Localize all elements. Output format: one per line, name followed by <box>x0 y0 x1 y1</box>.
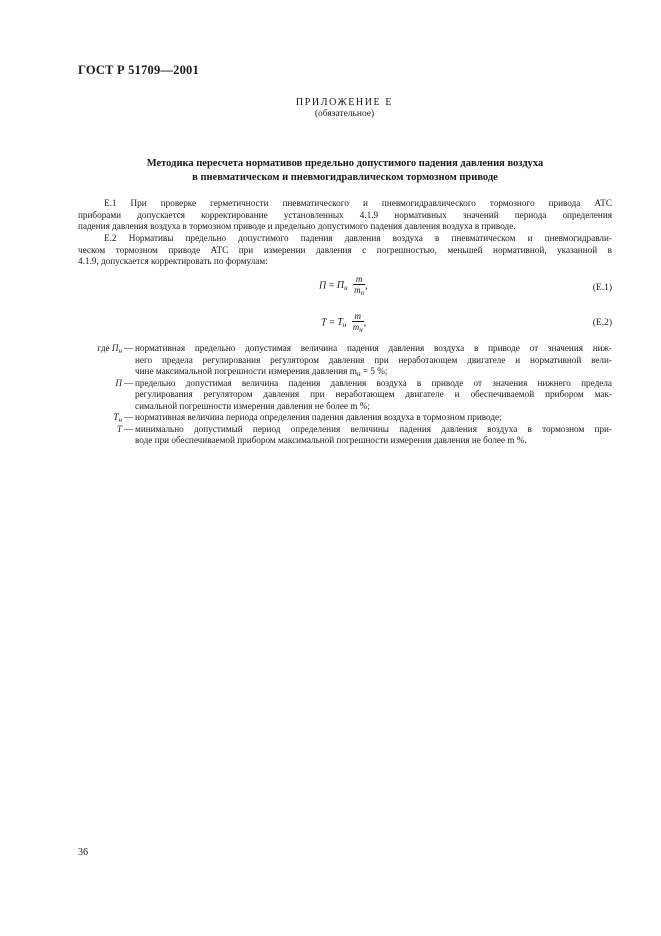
formula-e1: $П = П_н$ $\frac{m}{m_п}$ , <box>319 274 368 297</box>
paragraph-line: приборами допускается корректирование установленных 4.1.9 нормативных значений периода определения <box>78 209 612 220</box>
formula-e2: $Т = Т_н$ $\frac{m}{m_н}$ , <box>321 311 367 334</box>
definition-line: минимально допустимый период определения величины падения давления воздуха в тормозном при- <box>135 423 612 434</box>
formula-fraction <box>353 274 365 298</box>
paragraph-line: Е.2 Нормативы предельно допустимого падения давления воздуха в пневматическом и пневмогидравли- <box>104 233 612 243</box>
definition-symbol: $Т_н$ <box>113 412 122 424</box>
definition-line: нормативная предельно допустимая величина падения давления воздуха в приводе от значения ниж- <box>135 343 612 353</box>
section-title <box>78 157 612 185</box>
formula-rhs: $Т_н$ <box>337 317 347 330</box>
formula-fraction <box>352 311 364 335</box>
definition-line: регулирования регулятором давления при неработающем двигателе и обеспечиваемой прибором мак- <box>135 389 612 399</box>
definition-symbol: П <box>115 377 122 388</box>
definition-symbol: Т <box>116 423 122 434</box>
paragraph-e2 <box>78 233 612 268</box>
definition-symbol: где $П_н$ <box>97 343 122 355</box>
paragraph-line: Е.1 При проверке герметичности пневматического и пневмогидравлического тормозного привода АТС <box>104 198 612 208</box>
definition-item: П — предельно допустимая величина падения давления воздуха в приводе от значения нижнего предела регулирования регулятором давления при неработающем двигателе и обеспечиваемой прибором мак- симальной погрешности измерения давления не более m %; <box>78 378 612 413</box>
definition-line: чине максимальной погрешности измерения давления $m_н = 5$ %; <box>135 366 388 378</box>
definition-line: воде при обеспечиваемой прибором максимальной погрешности измерения давления не более m %. <box>135 435 527 445</box>
definitions-list <box>78 343 612 447</box>
definition-line: него предела регулирования регулятором давления при неработающем двигателе и нормативной вели- <box>135 354 612 365</box>
fraction-denominator: $m_п$ <box>354 285 365 297</box>
definition-item: Т — минимально допустимый период определения величины падения давления воздуха в тормозном при- воде при обеспечиваемой прибором максимальной погрешности измерения давления не более m %. <box>78 424 612 447</box>
paragraph-line: падения давления воздуха в тормозном приводе и предельно допустимого падения давления воздуха в приводе. <box>78 221 516 231</box>
section-title-line-1: Методика пересчета нормативов предельно допустимого падения давления воздуха <box>146 158 544 169</box>
definition-line: предельно допустимая величина падения давления воздуха в приводе от значения нижнего предела <box>135 377 612 388</box>
formula-lhs: П <box>319 280 327 292</box>
definition-line: симальной погрешности измерения давления не более m %; <box>135 400 370 411</box>
paragraph-line: 4.1.9, допускается корректировать по формулам: <box>78 256 268 266</box>
annex-note: (обязательное) <box>314 109 375 119</box>
formula-equals: = <box>329 317 335 329</box>
definition-item: где $П_н$ — нормативная предельно допустимая величина падения давления воздуха в приводе от значения ниж- него предела регулирования регулятором давления при неработающем двигателе и нормативной вели- чине максимальной погрешности измерения давления $m_н = 5$ %; <box>78 343 612 378</box>
formula-lhs: Т <box>321 317 327 329</box>
page-number: 36 <box>78 847 88 858</box>
fraction-numerator: m <box>352 311 364 322</box>
equation-number-e1: (Е.1) <box>592 283 612 293</box>
formula-rhs: $П_н$ <box>336 280 348 293</box>
annex-title: ПРИЛОЖЕНИЕ Е <box>295 97 394 108</box>
fraction-denominator: $m_н$ <box>352 322 363 334</box>
standard-header: ГОСТ Р 51709—2001 <box>78 63 199 77</box>
equation-number-e2: (Е.2) <box>592 318 612 328</box>
definition-line: нормативная величина периода определения падения давления воздуха в тормозном приводе; <box>135 412 502 422</box>
formula-equals: = <box>328 280 335 292</box>
definition-item: $Т_н$ — нормативная величина периода определения падения давления воздуха в тормозном приводе; <box>78 412 612 424</box>
paragraph-line: ческом тормозном приводе АТС при измерении давления с погрешностью, меньшей нормативной, указанной в <box>78 244 612 255</box>
paragraph-e1 <box>78 198 612 233</box>
fraction-numerator: m <box>353 274 365 285</box>
section-title-line-2: в пневматическом и пневмогидравлическом тормозном приводе <box>192 172 498 183</box>
